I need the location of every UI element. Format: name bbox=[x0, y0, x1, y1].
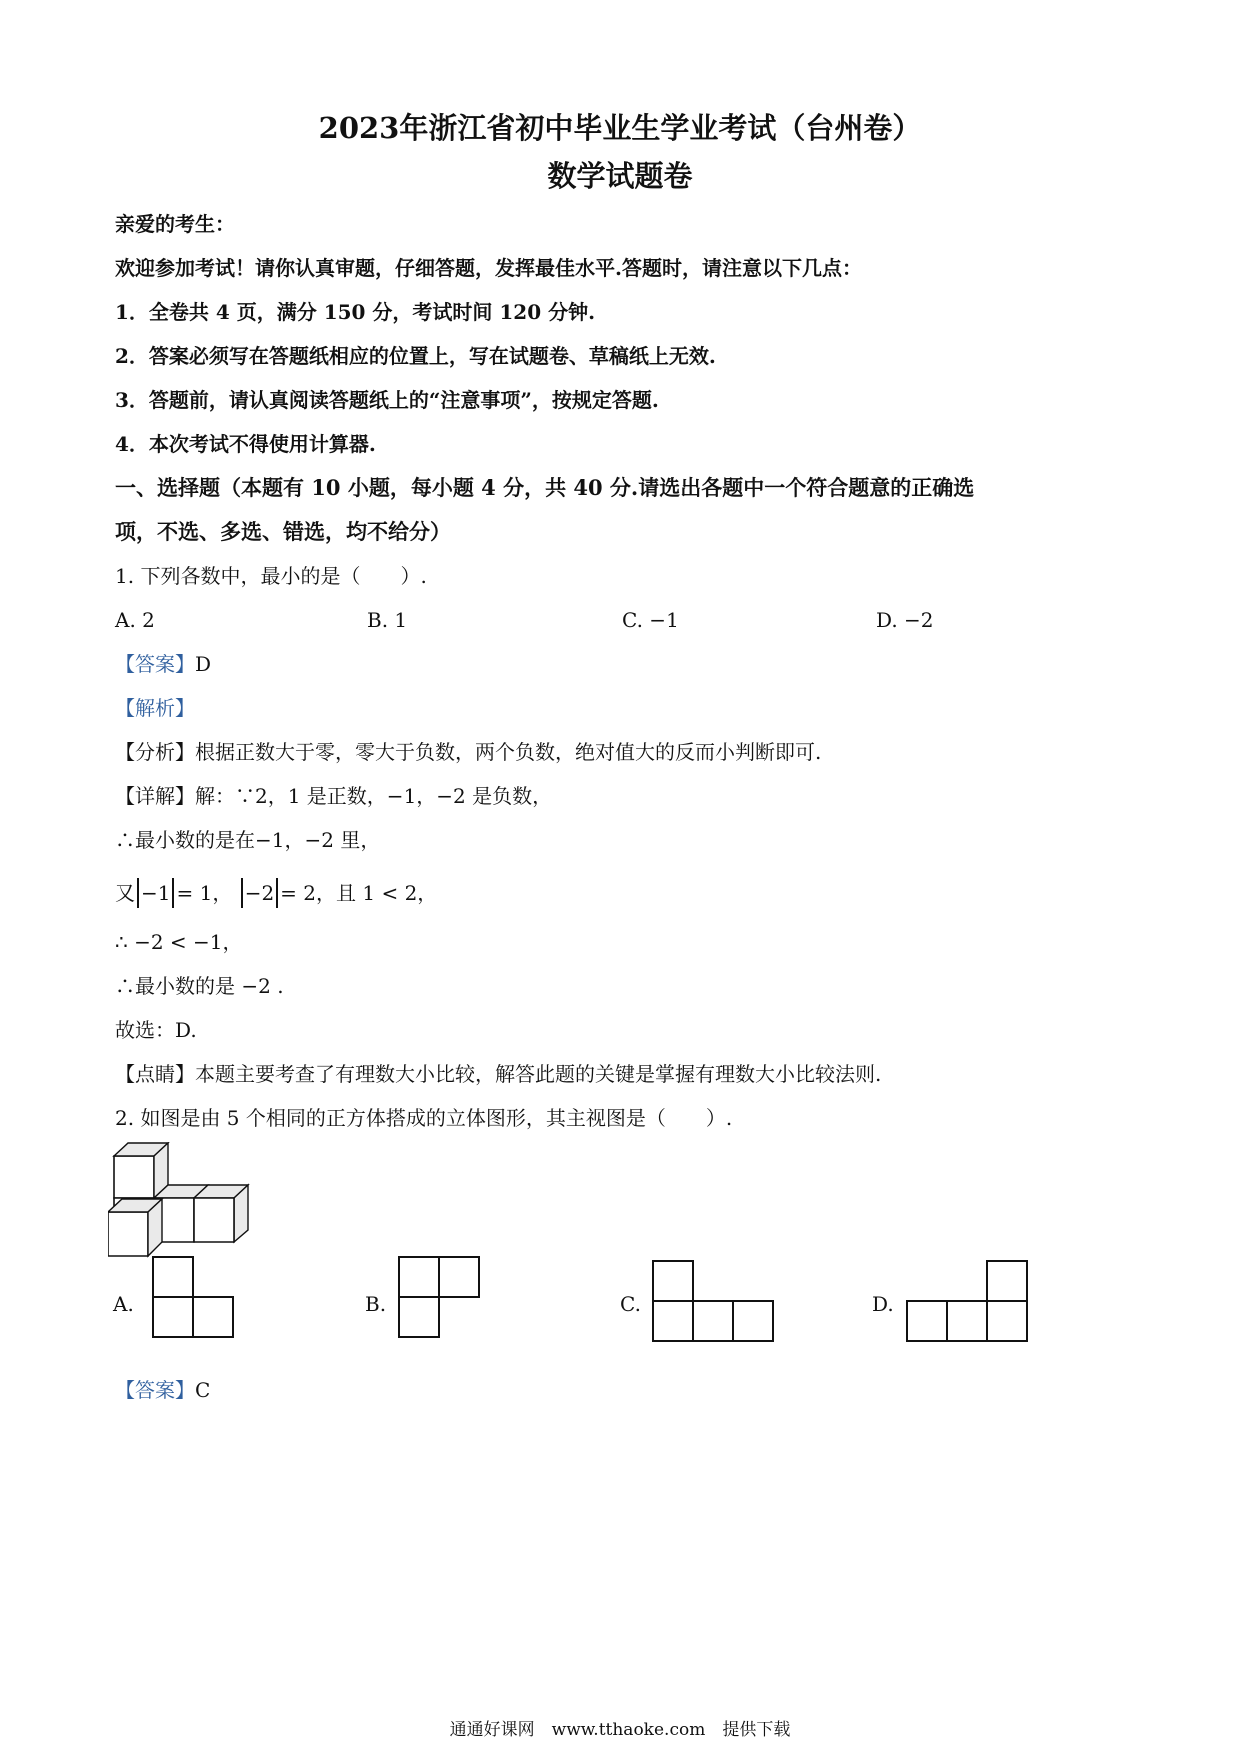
abs-value-b: −2 bbox=[244, 881, 275, 905]
q2-option-b-label: B. bbox=[365, 1292, 387, 1316]
q1-choice: 故选：D. bbox=[115, 1018, 197, 1042]
view-square bbox=[653, 1261, 693, 1301]
q1-step-3: ∴ −2 < −1， bbox=[115, 930, 243, 954]
view-square bbox=[153, 1257, 193, 1297]
q1-option-c: C. −1 bbox=[622, 608, 679, 632]
instruction-item: 1．全卷共 4 页，满分 150 分，考试时间 120 分钟. bbox=[115, 300, 596, 324]
view-square bbox=[193, 1297, 233, 1337]
instruction-item: 2．答案必须写在答题纸相应的位置上，写在试题卷、草稿纸上无效. bbox=[115, 344, 716, 368]
analysis-label: 【分析】 bbox=[115, 740, 195, 764]
step2-prefix: 又 bbox=[115, 881, 135, 905]
instruction-item: 3．答题前，请认真阅读答题纸上的“注意事项”，按规定答题. bbox=[115, 388, 659, 412]
q2-option-c-figure bbox=[652, 1260, 776, 1344]
instruction-item: 4．本次考试不得使用计算器. bbox=[115, 432, 376, 456]
q1-answer-line bbox=[115, 650, 211, 678]
q1-option-d: D. −2 bbox=[876, 608, 934, 632]
q1-comment bbox=[115, 1060, 881, 1088]
q2-answer: C bbox=[195, 1378, 211, 1402]
section-heading: 一、选择题（本题有 10 小题，每小题 4 分，共 40 分.请选出各题中一个符合题意的正确选 bbox=[115, 475, 975, 500]
q1-step-2 bbox=[115, 878, 437, 908]
q1-answer: D bbox=[195, 652, 212, 676]
cube-front-face bbox=[114, 1156, 154, 1198]
q2-option-d-label: D. bbox=[872, 1292, 894, 1316]
q1-step-1: ∴最小数的是在−1，−2 里， bbox=[115, 828, 381, 852]
view-square bbox=[693, 1301, 733, 1341]
q1-detail bbox=[115, 782, 552, 810]
q2-answer-line bbox=[115, 1376, 210, 1404]
comment-label: 【点睛】 bbox=[115, 1062, 195, 1086]
q2-option-a-figure bbox=[152, 1256, 236, 1340]
page-footer: 通通好课网 www.tthaoke.com 提供下载 bbox=[449, 1720, 791, 1740]
detail-label: 【详解】 bbox=[115, 784, 195, 808]
question-1-stem: 1. 下列各数中，最小的是（ ）. bbox=[115, 564, 427, 588]
abs-bar-right bbox=[276, 878, 278, 908]
view-square bbox=[987, 1261, 1027, 1301]
view-square bbox=[947, 1301, 987, 1341]
view-square bbox=[153, 1297, 193, 1337]
exam-subtitle: 数学试题卷 bbox=[547, 159, 693, 193]
abs-bar-right bbox=[172, 878, 174, 908]
abs-value-a: −1 bbox=[141, 881, 171, 905]
abs-bar-left bbox=[137, 878, 139, 908]
q2-option-b-figure bbox=[398, 1256, 482, 1340]
cube-solid-figure bbox=[108, 1142, 278, 1262]
view-square bbox=[399, 1257, 439, 1297]
view-square bbox=[987, 1301, 1027, 1341]
abs-eq-a: = 1， bbox=[176, 881, 233, 905]
answer-tag: 【答案】 bbox=[115, 652, 195, 676]
comment-text: 本题主要考查了有理数大小比较，解答此题的关键是掌握有理数大小比较法则. bbox=[195, 1062, 882, 1086]
view-square bbox=[399, 1297, 439, 1337]
cube-front-face bbox=[194, 1198, 234, 1242]
view-square bbox=[439, 1257, 479, 1297]
greeting: 亲爱的考生： bbox=[115, 212, 235, 236]
analysis-tag: 【解析】 bbox=[115, 696, 195, 720]
view-square bbox=[653, 1301, 693, 1341]
answer-tag: 【答案】 bbox=[115, 1378, 195, 1402]
view-square bbox=[907, 1301, 947, 1341]
q1-option-a: A. 2 bbox=[115, 608, 155, 632]
q2-option-a-label: A. bbox=[113, 1292, 134, 1316]
intro-text: 欢迎参加考试！请你认真审题，仔细答题，发挥最佳水平.答题时，请注意以下几点： bbox=[115, 256, 862, 280]
abs-bar-left bbox=[241, 878, 243, 908]
q1-analysis bbox=[115, 738, 821, 766]
section-heading-cont: 项，不选、多选、错选，均不给分） bbox=[115, 519, 451, 544]
cube-front-face bbox=[108, 1212, 148, 1256]
analysis-text: 根据正数大于零，零大于负数，两个负数，绝对值大的反而小判断即可. bbox=[195, 740, 822, 764]
exam-title: 2023年浙江省初中毕业生学业考试（台州卷） bbox=[318, 111, 922, 145]
q2-option-d-figure bbox=[906, 1260, 1030, 1344]
view-square bbox=[733, 1301, 773, 1341]
question-2-stem: 2. 如图是由 5 个相同的正方体搭成的立体图形，其主视图是（ ）. bbox=[115, 1106, 733, 1130]
q1-step-4: ∴最小数的是 −2 . bbox=[115, 974, 284, 998]
q2-option-c-label: C. bbox=[620, 1292, 641, 1316]
abs-eq-b: = 2，且 1 < 2， bbox=[280, 881, 438, 905]
detail-text: 解：∵2，1 是正数，−1，−2 是负数， bbox=[195, 784, 553, 808]
q1-option-b: B. 1 bbox=[367, 608, 408, 632]
